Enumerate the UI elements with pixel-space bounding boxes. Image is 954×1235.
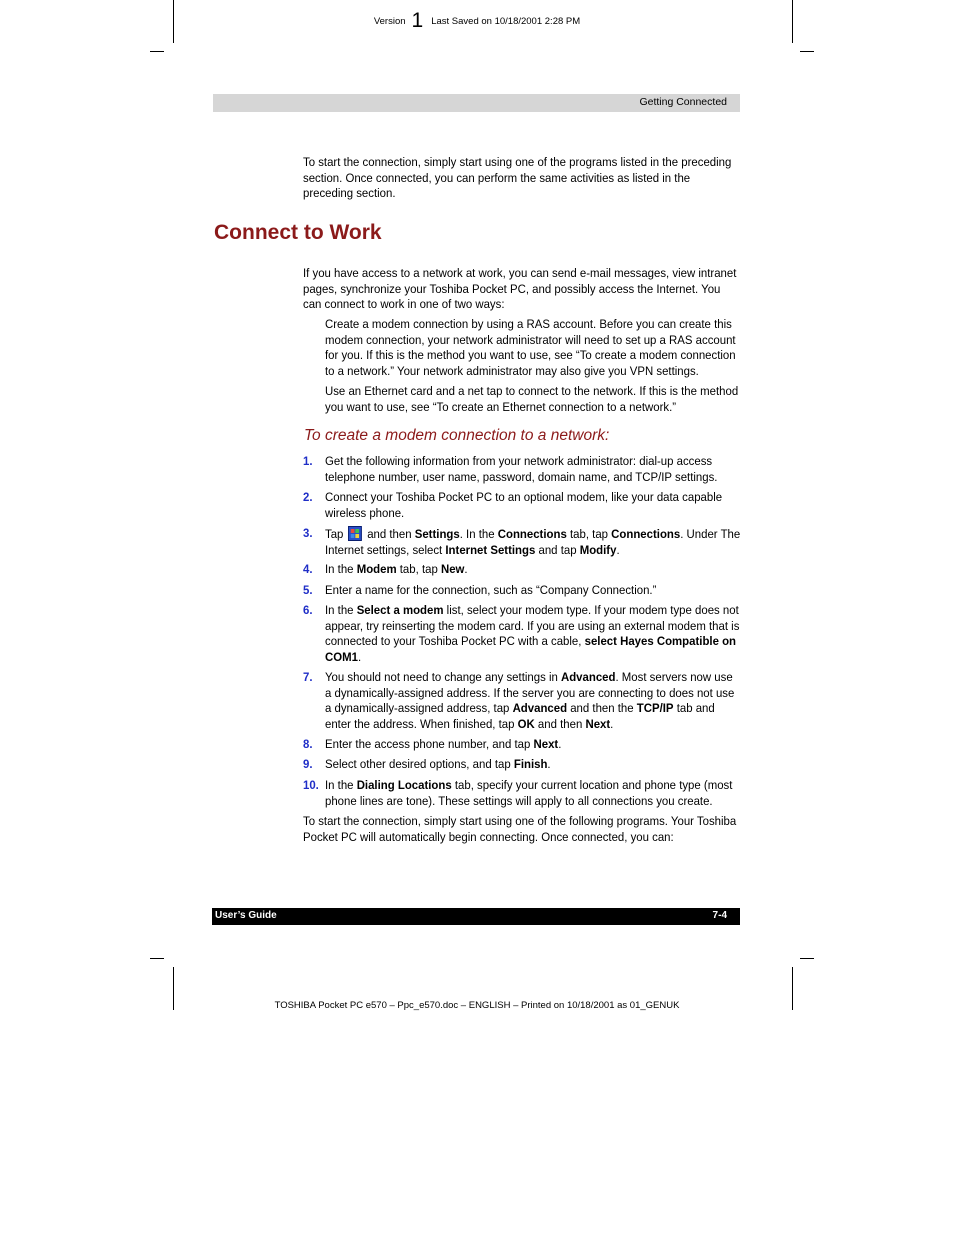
last-saved: Last Saved on 10/18/2001 2:28 PM: [431, 16, 581, 27]
footer-guide-title: User’s Guide: [215, 910, 277, 921]
closing-paragraph: To start the connection, simply start using one of the following programs. Your Toshiba Pocket PC will automatically begin connecting. Once connected, you can:: [303, 814, 737, 844]
step-number: 9.: [303, 757, 313, 771]
intro-paragraph: To start the connection, simply start using one of the programs listed in the preceding section. Once connected, you can perform the same activities as listed in the preceding section.: [303, 155, 732, 201]
step-7-text: You should not need to change any settings in Advanced. Most servers now use a dynamically-assigned address. If the server you are connecting to does not use a dynamically-assigned address, tap Advanced and then the TCP/IP tab and enter the address. When finished, tap OK and then Next.: [325, 670, 735, 731]
windows-start-icon: [348, 526, 362, 541]
step-number: 3.: [303, 526, 313, 540]
page-footer: [212, 908, 740, 925]
crop-mark: [800, 51, 814, 52]
step-8-text: Enter the access phone number, and tap Next.: [325, 737, 562, 751]
chapter-header: [213, 94, 740, 112]
step-number: 10.: [303, 778, 319, 792]
crop-mark: [150, 958, 164, 959]
step-1-text: Get the following information from your network administrator: dial-up access telephone number, user name, password, domain name, and TCP/IP settings.: [325, 454, 718, 484]
procedure-heading: To create a modem connection to a network:: [304, 427, 610, 444]
step-number: 6.: [303, 603, 313, 617]
step-10-text: In the Dialing Locations tab, specify your current location and phone type (most phone lines are tone). These settings will apply to all connections you create.: [325, 778, 733, 808]
step-4-text: In the Modem tab, tap New.: [325, 562, 468, 576]
step-number: 8.: [303, 737, 313, 751]
version-label: Version: [373, 16, 406, 27]
step-number: 1.: [303, 454, 313, 468]
chapter-title: Getting Connected: [639, 96, 727, 108]
step-number: 4.: [303, 562, 313, 576]
step-number: 2.: [303, 490, 313, 504]
step-5-text: Enter a name for the connection, such as “Company Connection.”: [325, 583, 657, 597]
crop-mark: [800, 958, 814, 959]
step-6-text: In the Select a modem list, select your modem type. If your modem type does not appear, try reinserting the modem card. If you are using an external modem that is connected to your Toshiba Pocket PC with a cable, select Hayes Compatible on COM1.: [325, 603, 740, 664]
version-number: 1: [411, 9, 424, 32]
print-info: TOSHIBA Pocket PC e570 – Ppc_e570.doc – ENGLISH – Printed on 10/18/2001 as 01_GENUK: [274, 1000, 680, 1011]
section-title: Connect to Work: [214, 221, 382, 244]
step-number: 7.: [303, 670, 313, 684]
step-number: 5.: [303, 583, 313, 597]
step-2-text: Connect your Toshiba Pocket PC to an optional modem, like your data capable wireless phone.: [325, 490, 723, 520]
step-9-text: Select other desired options, and tap Finish.: [325, 757, 551, 771]
page-number: 7-4: [712, 910, 727, 921]
option-ethernet: Use an Ethernet card and a net tap to connect to the network. If this is the method you want to use, see “To create an Ethernet connection to a network.”: [325, 384, 739, 414]
section-intro: If you have access to a network at work, you can send e-mail messages, view intranet pages, synchronize your Toshiba Pocket PC, and possibly access the Internet. You can connect to work in one of two ways:: [303, 266, 737, 312]
step-3-text: Tap and then Settings. In the Connections tab, tap Connections. Under The Internet settings, select Internet Settings and tap Modify.: [325, 527, 741, 557]
crop-mark: [150, 51, 164, 52]
option-modem: Create a modem connection by using a RAS account. Before you can create this modem connection, your network administrator will need to set up a RAS account for you. If this is the method you want to use, see “To create a modem connection to a network.” Your network administrator may also give you VPN settings.: [325, 317, 736, 378]
version-line: [0, 9, 954, 33]
